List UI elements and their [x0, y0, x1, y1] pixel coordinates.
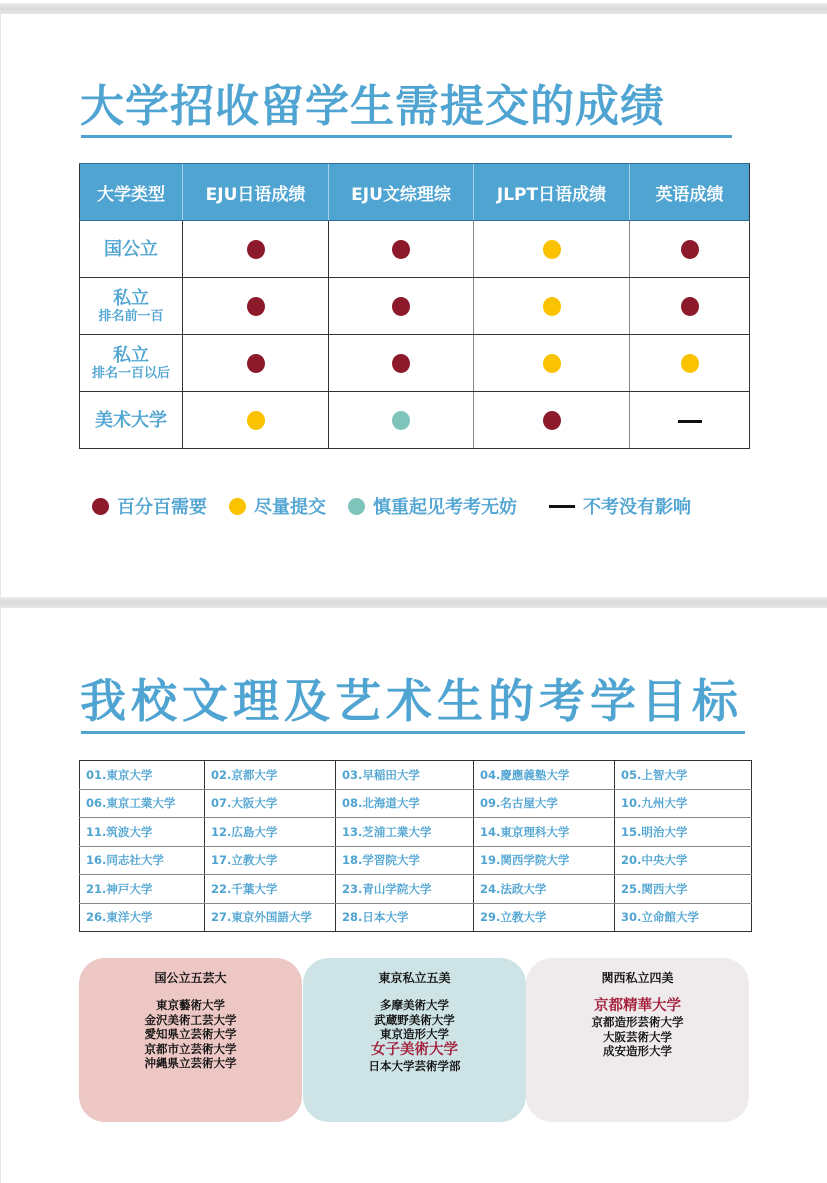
university-type: 私立 [113, 287, 149, 309]
target-university-cell: 07.大阪大学 [205, 789, 336, 818]
requirement-cell [630, 221, 750, 278]
recommended-dot-icon [543, 240, 561, 259]
column-header: EJU文综理综 [329, 164, 474, 221]
requirement-cell [329, 278, 474, 335]
target-university-cell: 20.中央大学 [615, 846, 752, 875]
university-name: 成安造形大学 [603, 1044, 672, 1058]
target-university-cell: 30.立命館大学 [615, 903, 752, 932]
target-university-cell: 18.学習院大学 [336, 846, 474, 875]
title-underline [81, 731, 745, 734]
university-name: 東京藝術大学 [156, 998, 225, 1012]
required-dot-icon [681, 297, 699, 316]
target-university-cell: 05.上智大学 [615, 761, 752, 790]
target-university-cell: 15.明治大学 [615, 818, 752, 847]
target-university-cell: 26.東洋大学 [80, 903, 205, 932]
table-row [80, 846, 752, 875]
title-underline [81, 135, 732, 138]
required-dot-icon [92, 498, 109, 515]
target-university-cell: 19.関西学院大学 [474, 846, 615, 875]
legend-item [229, 493, 326, 519]
target-university-cell: 28.日本大学 [336, 903, 474, 932]
table-row [80, 392, 750, 449]
requirement-cell [183, 221, 329, 278]
requirement-cell [474, 278, 630, 335]
requirement-cell [630, 392, 750, 449]
target-university-cell: 21.神戸大学 [80, 875, 205, 904]
target-university-cell: 22.千葉大学 [205, 875, 336, 904]
required-dot-icon [681, 240, 699, 259]
required-dot-icon [543, 411, 561, 430]
requirement-cell [474, 221, 630, 278]
university-type-cell [80, 335, 183, 392]
table-header-row [80, 164, 750, 221]
target-university-cell: 10.九州大学 [615, 789, 752, 818]
university-type-note: 排名前一百 [98, 308, 164, 324]
university-type-cell [80, 278, 183, 335]
art-group-card-kansai [526, 958, 749, 1122]
required-dot-icon [247, 240, 265, 259]
university-name: 京都市立芸術大学 [144, 1041, 237, 1056]
recommended-dot-icon [247, 411, 265, 430]
page-edge [0, 608, 1, 1183]
target-university-cell: 08.北海道大学 [336, 789, 474, 818]
highlighted-university: 女子美術大学 [371, 1041, 458, 1058]
requirement-cell [183, 278, 329, 335]
requirement-cell [630, 335, 750, 392]
recommended-dot-icon [543, 354, 561, 373]
university-type: 私立 [113, 344, 149, 366]
required-dot-icon [392, 354, 410, 373]
target-university-cell: 24.法政大学 [474, 875, 615, 904]
recommended-dot-icon [229, 498, 246, 515]
target-university-cell: 14.東京理科大学 [474, 818, 615, 847]
target-university-cell: 02.京都大学 [205, 761, 336, 790]
target-university-cell: 23.青山学院大学 [336, 875, 474, 904]
university-type-note: 排名一百以后 [91, 365, 170, 381]
target-university-cell: 11.筑波大学 [80, 818, 205, 847]
page-separator-top [0, 3, 827, 14]
target-university-cell: 13.芝浦工業大学 [336, 818, 474, 847]
requirement-cell [329, 335, 474, 392]
legend-label: 尽量提交 [254, 497, 326, 518]
legend-item [348, 493, 517, 519]
required-dot-icon [392, 297, 410, 316]
university-name: 金沢美術工芸大学 [144, 1012, 237, 1027]
university-name: 武蔵野美術大学 [374, 1012, 455, 1027]
table-row [80, 903, 752, 932]
page-title: 我校文理及艺术生的考学目标 [80, 674, 743, 728]
legend-item [549, 493, 691, 519]
target-university-cell: 25.関西大学 [615, 875, 752, 904]
target-university-cell: 17.立教大学 [205, 846, 336, 875]
requirement-cell [474, 392, 630, 449]
art-group-list [526, 998, 749, 1059]
optional-dot-icon [348, 498, 365, 515]
requirement-cell [183, 335, 329, 392]
table-row [80, 221, 750, 278]
university-type-cell [80, 392, 183, 449]
required-dot-icon [392, 240, 410, 259]
target-university-cell: 29.立教大学 [474, 903, 615, 932]
page-separator [0, 597, 827, 608]
target-university-cell: 01.東京大学 [80, 761, 205, 790]
requirement-cell [630, 278, 750, 335]
university-type: 国公立 [104, 238, 158, 260]
legend [92, 493, 713, 519]
university-type-cell [80, 221, 183, 278]
target-university-cell: 27.東京外国語大学 [205, 903, 336, 932]
university-name: 日本大学芸術学部 [368, 1058, 461, 1073]
requirement-cell [329, 392, 474, 449]
university-name: 大阪芸術大学 [603, 1029, 672, 1044]
art-group-heading: 東京私立五美 [378, 971, 451, 985]
column-header: 英语成绩 [630, 164, 750, 221]
highlighted-university: 京都精華大学 [594, 998, 681, 1014]
requirement-cell [474, 335, 630, 392]
target-university-cell: 09.名古屋大学 [474, 789, 615, 818]
target-university-cell: 16.同志社大学 [80, 846, 205, 875]
university-name: 愛知県立芸術大学 [144, 1027, 237, 1041]
column-header: JLPT日语成绩 [474, 164, 630, 221]
requirement-cell [329, 221, 474, 278]
table-row [80, 278, 750, 335]
university-type: 美术大学 [95, 409, 167, 431]
art-group-card-national [79, 958, 302, 1122]
not-required-dash-icon [549, 505, 575, 508]
legend-label: 不考没有影响 [583, 497, 691, 518]
required-dot-icon [247, 354, 265, 373]
table-row [80, 789, 752, 818]
recommended-dot-icon [681, 354, 699, 373]
recommended-dot-icon [543, 297, 561, 316]
art-group-card-tokyo [303, 958, 526, 1122]
target-university-cell: 06.東京工業大学 [80, 789, 205, 818]
page-title: 大学招收留学生需提交的成绩 [80, 81, 665, 132]
university-name: 沖縄県立芸術大学 [144, 1056, 237, 1070]
legend-label: 百分百需要 [117, 497, 207, 518]
table-row [80, 818, 752, 847]
university-name: 東京造形大学 [380, 1027, 449, 1041]
university-name: 京都造形芸術大学 [591, 1015, 684, 1029]
university-name: 多摩美術大学 [380, 998, 449, 1012]
table-row [80, 335, 750, 392]
column-header: EJU日语成绩 [183, 164, 329, 221]
requirement-cell [183, 392, 329, 449]
target-university-cell: 12.広島大学 [205, 818, 336, 847]
table-row [80, 875, 752, 904]
art-group-heading: 関西私立四美 [601, 971, 674, 985]
table-row [80, 761, 752, 790]
not-required-dash-icon [678, 420, 702, 423]
art-group-heading: 国公立五芸大 [154, 971, 227, 985]
legend-label: 慎重起见考考无妨 [373, 497, 517, 518]
column-header: 大学类型 [80, 164, 183, 221]
target-universities-table [79, 760, 752, 932]
art-group-list [79, 998, 302, 1071]
requirements-table [79, 163, 750, 449]
optional-dot-icon [392, 411, 410, 430]
target-university-cell: 04.慶應義塾大学 [474, 761, 615, 790]
legend-item [92, 493, 207, 519]
art-group-list [303, 998, 526, 1073]
target-university-cell: 03.早稲田大学 [336, 761, 474, 790]
page-edge [0, 14, 1, 597]
required-dot-icon [247, 297, 265, 316]
